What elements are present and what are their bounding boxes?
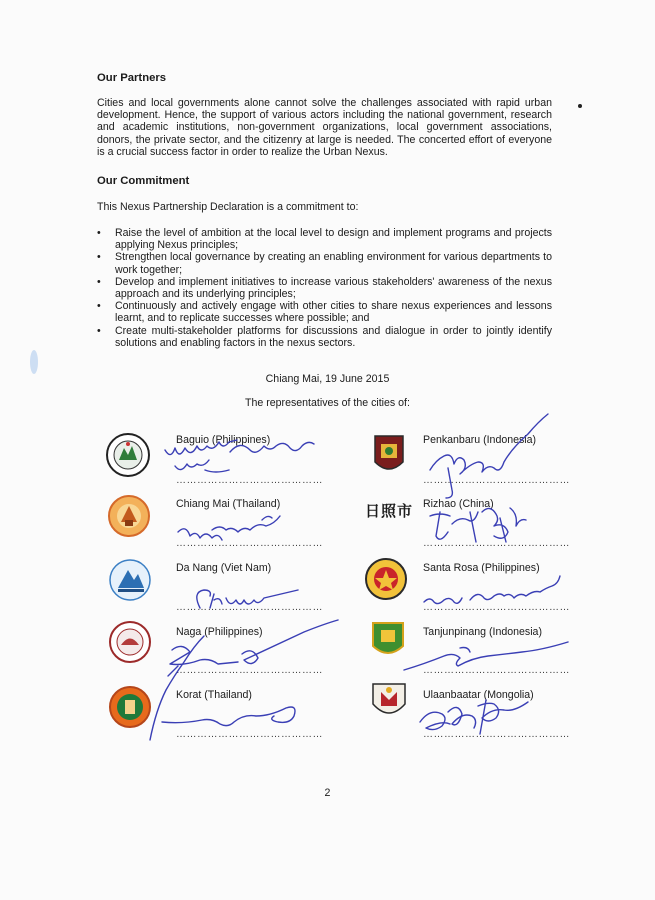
signature-chiang-mai xyxy=(178,516,280,540)
partners-heading: Our Partners xyxy=(97,72,167,84)
signature-rizhao xyxy=(430,508,526,542)
commitment-item: • Continuously and actively engage with other cities to share nexus experiences and lessons learnt, and to replicate successes where possible; and xyxy=(97,300,552,324)
signature-line: …………………………………… xyxy=(176,538,323,549)
signature-line: …………………………………… xyxy=(176,729,323,740)
city-label-chiang-mai: Chiang Mai (Thailand) xyxy=(176,498,281,510)
city-label-tanjunpinang: Tanjunpinang (Indonesia) xyxy=(423,626,542,638)
city-label-santa-rosa: Santa Rosa (Philippines) xyxy=(423,562,540,574)
signature-da-nang xyxy=(197,590,298,608)
commitment-item: • Create multi-stakeholder platforms for discussions and dialogue in order to jointly identify solutions and enabling factors in the nexus sectors. xyxy=(97,325,552,349)
city-label-naga: Naga (Philippines) xyxy=(176,626,263,638)
partners-paragraph: Cities and local governments alone cannot solve the challenges associated with rapid urban development. Hence, the support of various actors including the national government, research and academic institutions, non-government organizations, local government associations, donors, the private sector, and the citizenry at large is needed. The concerted effort of everyone is a crucial success factor in order to realize the Urban Nexus. xyxy=(97,97,552,158)
commitment-item: • Raise the level of ambition at the local level to design and implement programs and projects applying Nexus principles; xyxy=(97,227,552,251)
signature-line: …………………………………… xyxy=(176,602,323,613)
commitment-item: • Strengthen local governance by creating an enabling environment for various departments to work together; xyxy=(97,251,552,275)
signature-tanjunpinang xyxy=(404,642,568,670)
ink-blot xyxy=(30,350,38,374)
signature-ulaanbaatar xyxy=(420,700,528,734)
signature-baguio xyxy=(165,440,314,472)
dust-speck xyxy=(578,104,582,108)
signature-korat xyxy=(162,707,295,726)
signature-line: …………………………………… xyxy=(176,475,323,486)
page-number: 2 xyxy=(324,787,331,799)
signature-penkanbaru xyxy=(430,414,548,498)
city-label-korat: Korat (Thailand) xyxy=(176,689,252,701)
signature-line: …………………………………… xyxy=(423,729,570,740)
city-label-penkanbaru: Penkanbaru (Indonesia) xyxy=(423,434,537,446)
city-label-baguio: Baguio (Philippines) xyxy=(176,434,271,446)
commitment-intro: This Nexus Partnership Declaration is a commitment to: xyxy=(97,201,359,213)
city-label-ulaanbaatar: Ulaanbaatar (Mongolia) xyxy=(423,689,534,701)
commitment-item: • Develop and implement initiatives to increase various stakeholders' awareness of the nexus approach and its underlying principles; xyxy=(97,276,552,300)
representatives-intro: The representatives of the cities of: xyxy=(245,397,410,409)
city-label-rizhao: Rizhao (China) xyxy=(423,498,494,510)
commitment-heading: Our Commitment xyxy=(97,175,190,187)
city-label-da-nang: Da Nang (Viet Nam) xyxy=(176,562,272,574)
signature-line: …………………………………… xyxy=(423,475,570,486)
signature-line: …………………………………… xyxy=(176,665,323,676)
rizhao-logo-text: 日照市 xyxy=(365,502,414,520)
signature-line: …………………………………… xyxy=(423,602,570,613)
signature-korat-stroke xyxy=(150,636,204,740)
signature-line: …………………………………… xyxy=(423,665,570,676)
place-date: Chiang Mai, 19 June 2015 xyxy=(265,373,390,385)
signature-santa-rosa xyxy=(424,576,560,604)
signature-line: …………………………………… xyxy=(423,538,570,549)
